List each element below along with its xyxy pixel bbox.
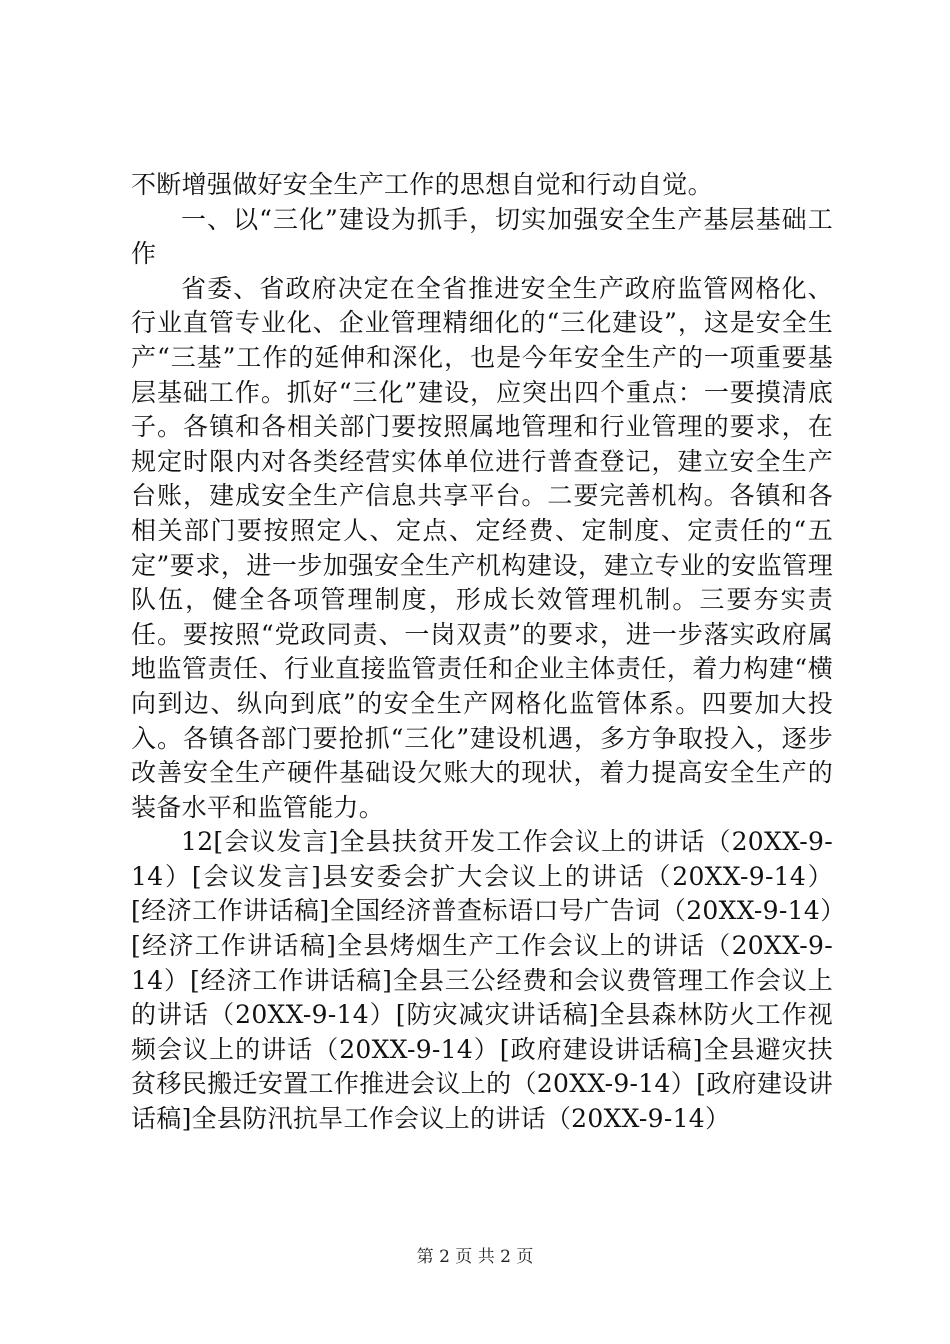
page-number-footer: 第 2 页 共 2 页	[416, 1247, 534, 1267]
document-body	[131, 168, 833, 1137]
paragraph-continuation: 不断增强做好安全生产工作的思想自觉和行动自觉。	[131, 170, 713, 199]
paragraph-related-links: 12[会议发言]全县扶贫开发工作会议上的讲话（20XX-9-14）[会议发言]县安委会扩大会议上的讲话（20XX-9-14）[经济工作讲话稿]全国经济普查标语口号广告词（20XX-9-14）[经济工作讲话稿]全县烤烟生产工作会议上的讲话（20XX-9-14）[经济工作讲话稿]全县三公经费和会议费管理工作会议上的讲话（20XX-9-14）[防灾减灾讲话稿]全县森林防火工作视频会议上的讲话（20XX-9-14）[政府建设讲话稿]全县避灾扶贫移民搬迁安置工作推进会议上的（20XX-9-14）[政府建设讲话稿]全县防汛抗旱工作会议上的讲话（20XX-9-14）	[131, 827, 833, 1134]
section-heading: 一、以“三化”建设为抓手，切实加强安全生产基层基础工作	[131, 204, 833, 269]
paragraph-main: 省委、省政府决定在全省推进安全生产政府监管网格化、行业直管专业化、企业管理精细化的“三化建设”，这是安全生产“三基”工作的延伸和深化，也是今年安全生产的一项重要基层基础工作。抓好“三化”建设，应突出四个重点：一要摸清底子。各镇和各相关部门要按照属地管理和行业管理的要求，在规定时限内对各类经营实体单位进行普查登记，建立安全生产台账，建成安全生产信息共享平台。二要完善机构。各镇和各相关部门要按照定人、定点、定经费、定制度、定责任的“五定”要求，进一步加强安全生产机构建设，建立专业的安监管理队伍，健全各项管理制度，形成长效管理机制。三要夯实责任。要按照“党政同责、一岗双责”的要求，进一步落实政府属地监管责任、行业直接监管责任和企业主体责任，着力构建“横向到边、纵向到底”的安全生产网格化监管体系。四要加大投入。各镇各部门要抢抓“三化”建设机遇，多方争取投入，逐步改善安全生产硬件基础设欠账大的现状，着力提高安全生产的装备水平和监管能力。	[131, 273, 833, 822]
